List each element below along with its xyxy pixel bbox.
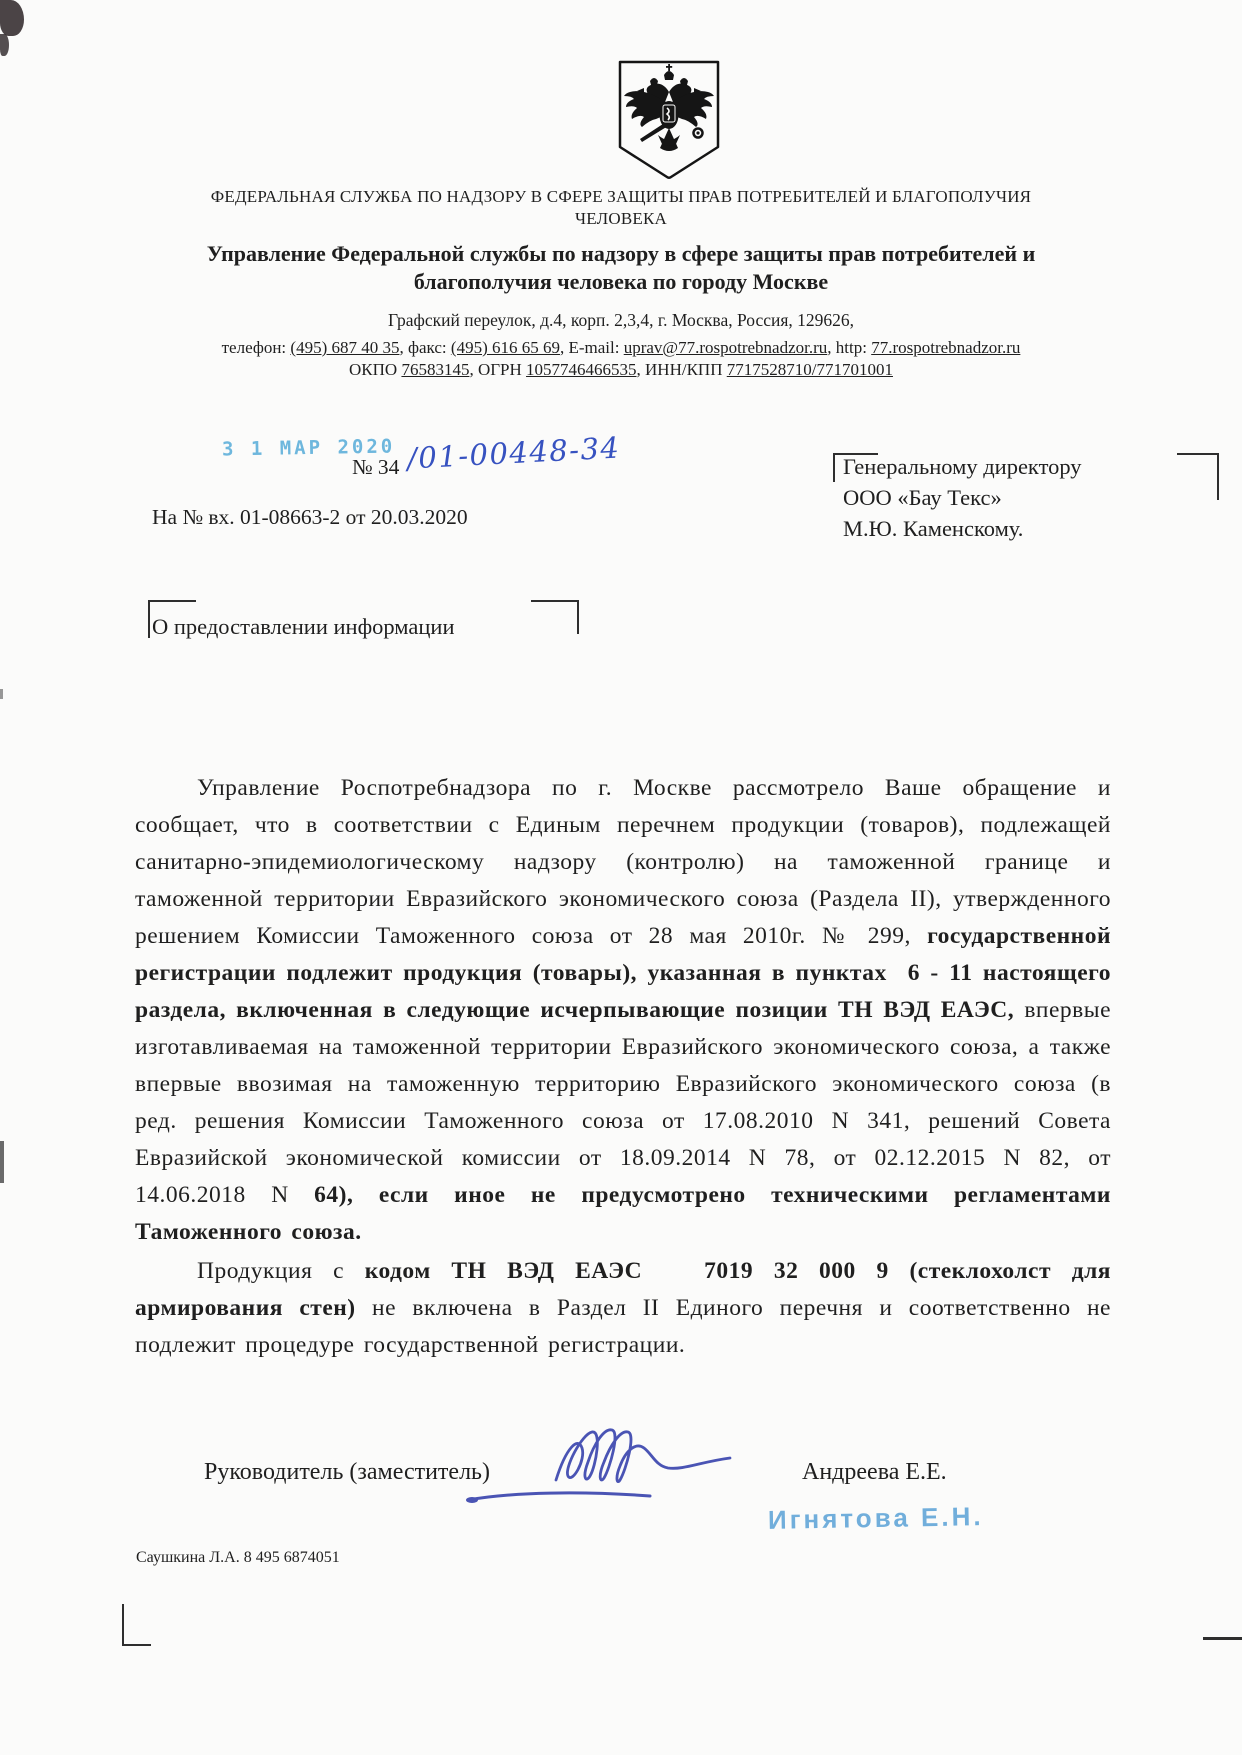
ogrn-number: 1057746466535 (526, 360, 637, 379)
email-address: uprav@77.rospotrebnadzor.ru (623, 338, 828, 357)
inn-kpp-number: 7717528710/771701001 (726, 360, 893, 379)
department-name (0, 240, 1242, 296)
text-segment: кодом ТН ВЭД ЕАЭС 7019 32 000 9 (стеклохолст для армирования стен) (135, 1258, 1112, 1321)
scan-artifact (0, 689, 3, 699)
agency-name-line: ФЕДЕРАЛЬНАЯ СЛУЖБА ПО НАДЗОРУ В СФЕРЕ ЗАЩИТЫ ПРАВ ПОТРЕБИТЕЛЕЙ И БЛАГОПОЛУЧИЯ (210, 187, 1032, 206)
date-stamp: 3 1 МАР 2020 (221, 435, 396, 461)
text-segment: 64), если иное не предусмотрено техническими регламентами Таможенного союза. (135, 1182, 1111, 1245)
okpo-number: 76583145 (401, 360, 470, 379)
department-name-line: благополучия человека по городу Москве (413, 269, 829, 294)
body-paragraph-1 (135, 770, 1111, 1251)
signatory-name: Андреева Е.Е. (802, 1459, 947, 1485)
text-segment: впервые изготавливаемая на таможенной территории Евразийского экономического союза, а также впервые ввозимая на таможенную территорию Евразийского экономического союза (в ред. решения Комиссии Таможенного союза от 17.08.2010 N 341, решений Совета Евразийской экономической комиссии от 18.09.2014 N 78, от 02.12.2015 N 82, от 14.06.2018 N (135, 997, 1111, 1208)
executor-line: Саушкина Л.А. 8 495 6874051 (136, 1549, 340, 1566)
http-label: , http: (827, 338, 872, 357)
corner-bracket-bottom-left (122, 1604, 151, 1646)
text-segment: Управление Роспотребнадзора по г. Москве рассмотрело Ваше обращение и сообщает, что в соответствии с Единым перечнем продукции (товаров), подлежащей санитарно-эпидемиологическому надзору (контролю) на таможенной границе и таможенной территории Евразийского экономического союза (Раздела II), утвержденного решением Комиссии Таможенного союза от 28 мая 2010г. № 299, (135, 775, 1111, 949)
contacts-line (0, 338, 1242, 358)
ogrn-label: , ОГРН (469, 360, 527, 379)
phone-number: (495) 687 40 35 (290, 338, 400, 357)
outgoing-number-handwritten: /01-00448-34 (406, 430, 622, 476)
recipient-block (843, 451, 1082, 544)
phone-label: телефон: (221, 338, 291, 357)
scan-artifact (0, 1141, 4, 1183)
agency-name-line: ЧЕЛОВЕКА (575, 209, 667, 228)
fax-label: , факс: (399, 338, 451, 357)
text-segment: Продукция с (197, 1258, 365, 1284)
body-paragraph-2 (135, 1253, 1111, 1364)
agency-name (0, 186, 1242, 230)
scan-artifact (0, 0, 24, 36)
recipient-person: М.Ю. Каменскому. (843, 516, 1024, 541)
recipient-company: ООО «Бау Текс» (843, 485, 1002, 510)
incoming-reference: На № вх. 01-08663-2 от 20.03.2020 (152, 505, 468, 529)
email-label: , E-mail: (559, 338, 624, 357)
russia-coat-of-arms-icon (614, 58, 724, 182)
registry-line (0, 360, 1242, 380)
corner-bracket-subject-right (531, 600, 579, 634)
okpo-label: ОКПО (349, 360, 402, 379)
scan-artifact (0, 34, 9, 56)
corner-dash-bottom-right (1203, 1637, 1242, 1640)
signatory-title: Руководитель (заместитель) (204, 1459, 490, 1485)
corner-bracket-recipient-right (1177, 453, 1219, 500)
subject-line: О предоставлении информации (152, 614, 455, 639)
text-segment: государственной регистрации подлежит продукция (товары), указанная в пунктах 6 - 11 настоящего раздела, включенная в следующие исчерпывающие позиции ТН ВЭД ЕАЭС, (135, 923, 1111, 1023)
deputy-name-stamp: Игнятова Е.Н. (767, 1501, 984, 1535)
pen-flourish-icon (462, 1488, 657, 1506)
department-name-line: Управление Федеральной службы по надзору в сфере защиты прав потребителей и (206, 241, 1036, 266)
website-address: 77.rospotrebnadzor.ru (871, 338, 1021, 357)
address-line: Графский переулок, д.4, корп. 2,3,4, г. Москва, Россия, 129626, (387, 310, 855, 330)
text-segment: не включена в Раздел II Единого перечня и соответственно не подлежит процедуре государственной регистрации. (135, 1295, 1111, 1358)
outgoing-number-label: № 34 (352, 455, 400, 479)
recipient-title: Генеральному директору (843, 454, 1082, 479)
fax-number: (495) 616 65 69 (450, 338, 560, 357)
inn-label: , ИНН/КПП (636, 360, 727, 379)
